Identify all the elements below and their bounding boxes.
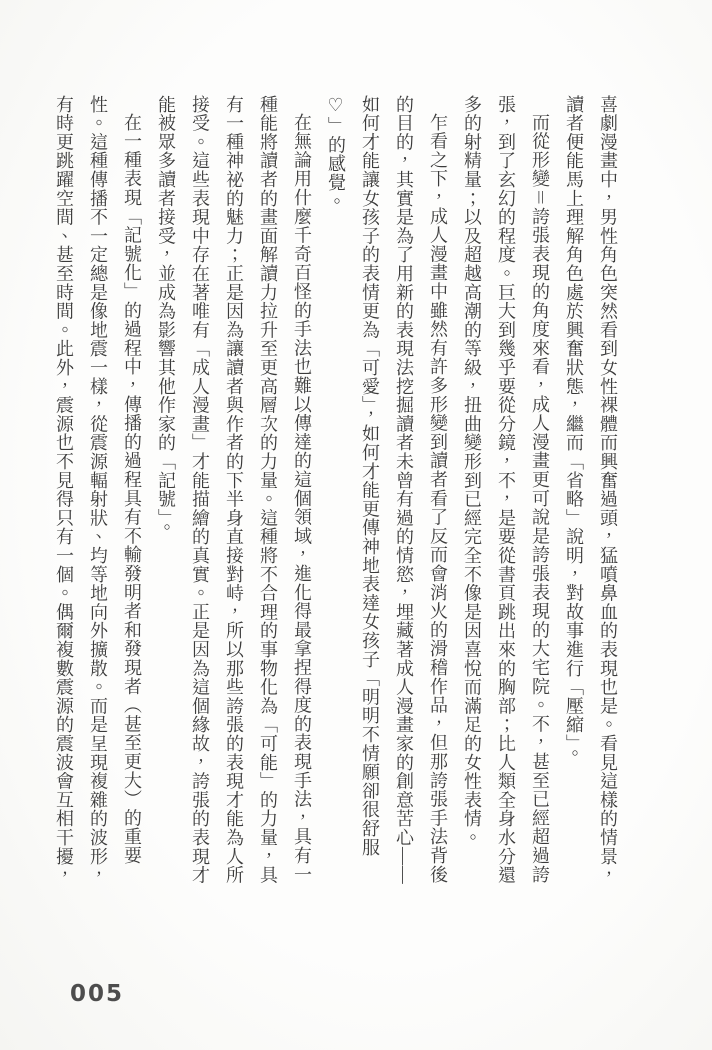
page-body-text — [43, 95, 625, 886]
paragraph: 在一種表現「記號化」的過程中，傳播的過程具有不輸發明者和發現者（甚至更大）的重要性。這種傳播不一定總是像地震一樣，從震源輻射狀、均等地向外擴散。而是呈現複雜的波形，有時更跳躍空間、甚至時間。此外，震源也不見得只有一個。偶爾複數震源的震波會互相干擾， — [54, 95, 142, 885]
paragraph: 在無論用什麼千奇百怪的手法也難以傳達的這個領域，進化得最拿捏得度的表現手法，具有一種能將讀者的畫面解讀力拉升至更高層次的力量。這種將不合理的事物化為「可能」的力量，具有一種神祕的魅力；正是因為讓讀者與作者的下半身直接對峙，所以那些誇張的表現才能為人所接受。這些表現中存在著唯有「成人漫畫」才能描繪的真實。正是因為這個緣故，誇張的表現才能被眾多讀者接受，並成為影響其他作家的「記號」。 — [156, 95, 312, 885]
paragraph: 而從形變＝誇張表現的角度來看，成人漫畫更可說是誇張表現的大宅院。不，甚至已經超過誇張，到了玄幻的程度。巨大到幾乎要從分鏡，不，是要從書頁跳出來的胸部；比人類全身水分還多的射精量；以及超越高潮的等級，扭曲變形到已經完全不像是因喜悅而滿足的女性表情。 — [462, 95, 550, 885]
paragraph: 乍看之下，成人漫畫中雖然有許多形變到讀者看了反而會消火的滑稽作品，但那誇張手法背後的目的，其實是為了用新的表現法挖掘讀者未曾有過的情慾，埋藏著成人漫畫家的創意苦心——如何才能讓女孩子的表情更為「可愛」，如何才能更傳神地表達女孩子「明明不情願卻很舒服♡」的感覺。 — [326, 95, 448, 885]
paragraph: 喜劇漫畫中，男性角色突然看到女性裸體而興奮過頭，猛噴鼻血的表現也是。看見這樣的情景，讀者便能馬上理解角色處於興奮狀態，繼而「省略」說明，對故事進行「壓縮」。 — [564, 95, 618, 885]
page-number: 005 — [70, 981, 125, 1007]
